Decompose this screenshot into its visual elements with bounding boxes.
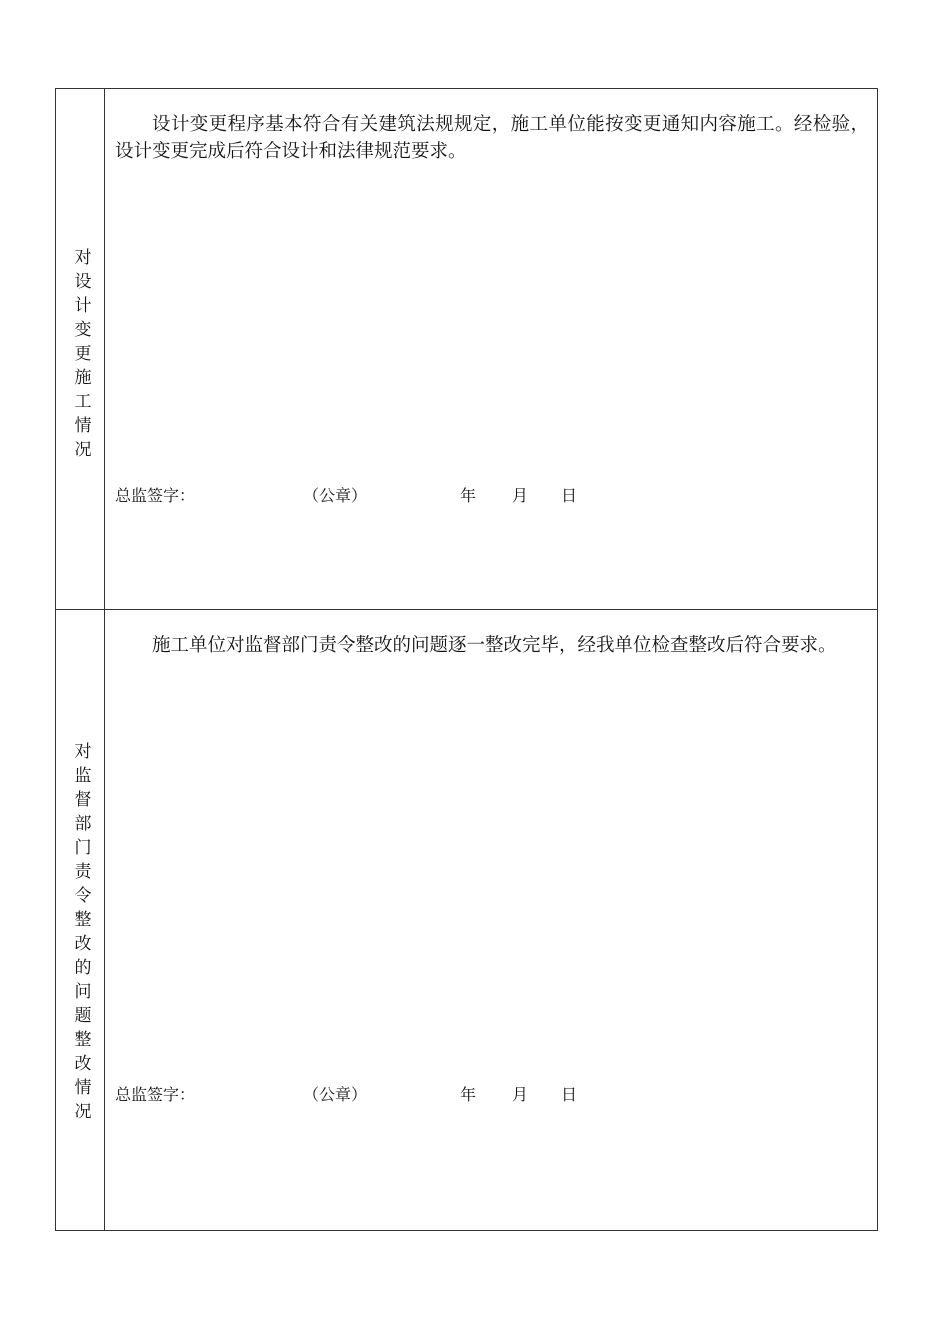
rectification-row [56,610,877,1230]
month-label: 月 [512,1085,529,1104]
day-label: 日 [561,1085,578,1104]
seal-label: （公章） [303,486,368,505]
row-label: 对监督部门责令整改的问题整改情况 [70,742,91,1126]
row-label-cell [56,610,105,1230]
row-content-cell [105,610,877,1230]
day-label: 日 [561,486,578,505]
year-label: 年 [460,486,477,505]
opinion-text: 设计变更程序基本符合有关建筑法规规定，施工单位能按变更通知内容施工。经检验，设计变更完成后符合设计和法律规范要求。 [115,114,869,162]
signature-label: 总监签字： [115,1085,196,1104]
row-label: 对设计变更施工情况 [70,248,91,464]
seal-label: （公章） [303,1085,368,1104]
row-content-cell [105,89,877,609]
opinion-text: 施工单位对监督部门责令整改的问题逐一整改完毕，经我单位检查整改后符合要求。 [152,635,837,656]
row-label-cell [56,89,105,609]
design-change-row [56,89,877,610]
signature-label: 总监签字： [115,486,196,505]
signature-line [115,1084,869,1106]
signature-line [115,485,869,507]
month-label: 月 [512,486,529,505]
inspection-form-table [55,88,878,1231]
year-label: 年 [460,1085,477,1104]
